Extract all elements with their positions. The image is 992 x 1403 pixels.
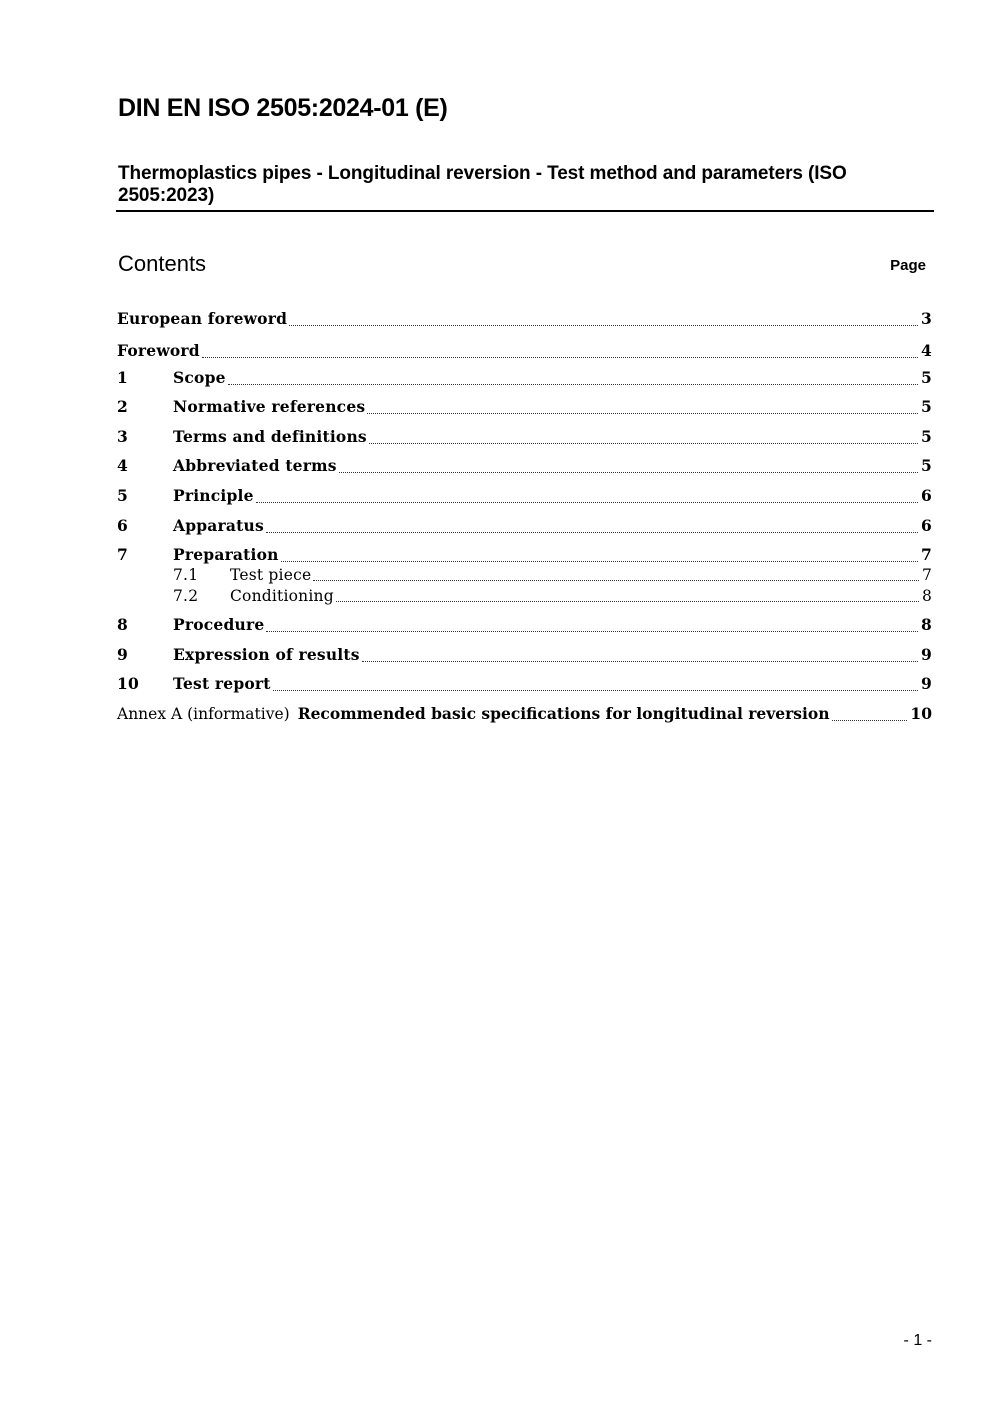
toc-entry-annex-a[interactable] <box>117 704 932 726</box>
toc-entry-title: Principle <box>173 486 254 505</box>
toc-entry-normative-references[interactable] <box>117 397 932 419</box>
toc-entry-title: European foreword <box>117 309 288 328</box>
page-column-label: Page <box>890 257 926 274</box>
toc-dot-leader <box>336 600 919 602</box>
toc-entry-number: 10 <box>117 674 139 693</box>
toc-entry-number: 5 <box>117 486 128 505</box>
toc-entry-preparation[interactable] <box>117 545 932 567</box>
toc-entry-page: 4 <box>921 341 932 360</box>
toc-entry-number: 7.1 <box>173 566 199 584</box>
toc-entry-test-report[interactable] <box>117 674 932 696</box>
toc-entry-title: Preparation <box>173 545 279 564</box>
footer-page-number: - 1 - <box>903 1332 932 1349</box>
toc-entry-annex-label: Annex A (informative) <box>117 705 290 723</box>
toc-dot-leader <box>266 630 918 632</box>
contents-heading: Contents <box>118 251 207 276</box>
toc-entry-page: 10 <box>910 704 932 723</box>
title-divider <box>116 210 934 212</box>
toc-dot-leader <box>339 471 918 473</box>
toc-dot-leader <box>313 579 919 581</box>
toc-entry-page: 3 <box>921 309 932 328</box>
toc-entry-title: Test report <box>173 674 271 693</box>
toc-entry-page: 9 <box>921 674 932 693</box>
toc-entry-title: Terms and definitions <box>173 427 367 446</box>
toc-entry-title: Test piece <box>230 566 312 584</box>
toc-entry-title: Procedure <box>173 615 265 634</box>
toc-dot-leader <box>266 531 918 533</box>
toc-entry-foreword[interactable] <box>117 341 932 363</box>
toc-entry-abbreviated-terms[interactable] <box>117 456 932 478</box>
toc-entry-number: 7.2 <box>173 587 199 605</box>
toc-entry-title: Conditioning <box>230 587 334 605</box>
toc-dot-leader <box>273 689 918 691</box>
toc-entry-page: 5 <box>921 368 932 387</box>
toc-dot-leader <box>369 442 918 444</box>
toc-entry-number: 4 <box>117 456 128 475</box>
toc-dot-leader <box>289 324 918 326</box>
toc-entry-page: 9 <box>921 645 932 664</box>
toc-entry-scope[interactable] <box>117 368 932 390</box>
toc-entry-apparatus[interactable] <box>117 516 932 538</box>
toc-dot-leader <box>256 501 918 503</box>
toc-entry-number: 9 <box>117 645 128 664</box>
document-title: DIN EN ISO 2505:2024-01 (E) <box>118 94 448 122</box>
toc-entry-page: 8 <box>921 587 932 605</box>
toc-entry-title: Normative references <box>173 397 366 416</box>
toc-entry-page: 6 <box>921 486 932 505</box>
toc-entry-test-piece[interactable] <box>117 566 932 586</box>
toc-entry-page: 7 <box>921 545 932 564</box>
toc-entry-conditioning[interactable] <box>117 587 932 607</box>
toc-dot-leader <box>367 412 918 414</box>
toc-entry-principle[interactable] <box>117 486 932 508</box>
toc-entry-title: Expression of results <box>173 645 360 664</box>
toc-entry-number: 7 <box>117 545 128 564</box>
toc-entry-page: 5 <box>921 397 932 416</box>
toc-entry-title: Foreword <box>117 341 200 360</box>
toc-entry-page: 6 <box>921 516 932 535</box>
toc-entry-number: 6 <box>117 516 128 535</box>
toc-entry-number: 3 <box>117 427 128 446</box>
toc-entry-number: 2 <box>117 397 128 416</box>
toc-entry-page: 5 <box>921 427 932 446</box>
toc-entry-number: 1 <box>117 368 128 387</box>
toc-entry-number: 8 <box>117 615 128 634</box>
toc-entry-title: Recommended basic specifications for longitudinal reversion <box>297 704 830 723</box>
toc-entry-terms-and-definitions[interactable] <box>117 427 932 449</box>
toc-dot-leader <box>832 719 908 721</box>
toc-entry-title: Apparatus <box>173 516 264 535</box>
toc-entry-page: 5 <box>921 456 932 475</box>
toc-entry-title: Scope <box>173 368 226 387</box>
toc-dot-leader <box>281 560 918 562</box>
toc-entry-page: 7 <box>921 566 932 584</box>
toc-entry-procedure[interactable] <box>117 615 932 637</box>
toc-entry-expression-of-results[interactable] <box>117 645 932 667</box>
toc-entry-european-foreword[interactable] <box>117 309 932 331</box>
toc-dot-leader <box>202 356 918 358</box>
document-subtitle: Thermoplastics pipes - Longitudinal reversion - Test method and parameters (ISO 2505:2023) <box>118 163 847 206</box>
toc-entry-title: Abbreviated terms <box>173 456 337 475</box>
toc-dot-leader <box>362 660 918 662</box>
toc-entry-page: 8 <box>921 615 932 634</box>
toc-dot-leader <box>228 383 918 385</box>
